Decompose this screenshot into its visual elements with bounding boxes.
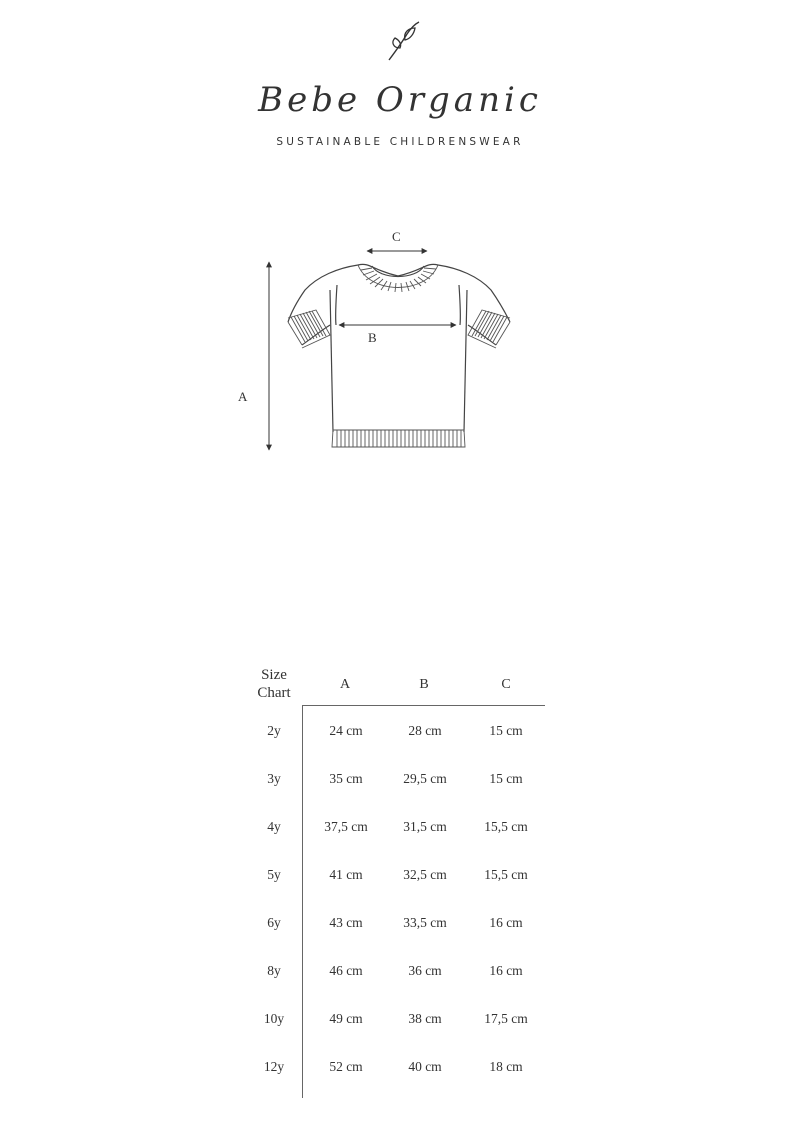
cell-c: 15 cm [489,771,523,786]
measure-label-a: A [238,389,248,404]
cell-a: 52 cm [329,1059,363,1074]
hem-ribbing [332,430,465,447]
cell-c: 15,5 cm [484,867,528,882]
cell-c: 17,5 cm [484,1011,528,1026]
cell-c: 16 cm [489,963,523,978]
neck-ribbing [358,265,438,292]
cell-a: 24 cm [329,723,363,738]
cell-a: 41 cm [329,867,363,882]
row-size-label: 5y [267,867,281,882]
row-size-label: 3y [267,771,281,786]
tshirt-outline [288,264,510,432]
cell-b: 28 cm [408,723,442,738]
cell-a: 35 cm [329,771,363,786]
row-size-label: 12y [263,1059,285,1074]
cell-a: 49 cm [329,1011,363,1026]
cell-b: 36 cm [408,963,442,978]
cell-b: 31,5 cm [403,819,447,834]
size-chart-title [244,666,304,702]
size-chart-title-line2: Chart [257,685,291,701]
cell-b: 33,5 cm [403,915,447,930]
row-size-label: 4y [267,819,281,834]
cell-b: 29,5 cm [403,771,447,786]
row-size-label: 6y [267,915,281,930]
row-size-label: 8y [267,963,281,978]
measure-label-c: C [392,229,401,244]
column-header-c: C [501,677,511,692]
cell-c: 18 cm [489,1059,523,1074]
size-chart-title-line1: Size [261,667,287,683]
cell-c: 16 cm [489,915,523,930]
cell-c: 15,5 cm [484,819,528,834]
measure-label-b: B [368,330,377,345]
cell-b: 32,5 cm [403,867,447,882]
cell-a: 43 cm [329,915,363,930]
table-size-divider [302,705,303,1098]
column-header-a: A [339,677,351,692]
cell-c: 15 cm [489,723,523,738]
cell-a: 46 cm [329,963,363,978]
cell-b: 40 cm [408,1059,442,1074]
brand-name: Bebe Organic [258,80,542,120]
table-header-divider [303,705,545,706]
column-header-b: B [419,677,429,692]
cell-b: 38 cm [408,1011,442,1026]
row-size-label: 2y [267,723,281,738]
garment-diagram [0,0,800,520]
brand-tagline: SUSTAINABLE CHILDRENSWEAR [276,136,524,148]
row-size-label: 10y [263,1011,285,1026]
cell-a: 37,5 cm [324,819,368,834]
